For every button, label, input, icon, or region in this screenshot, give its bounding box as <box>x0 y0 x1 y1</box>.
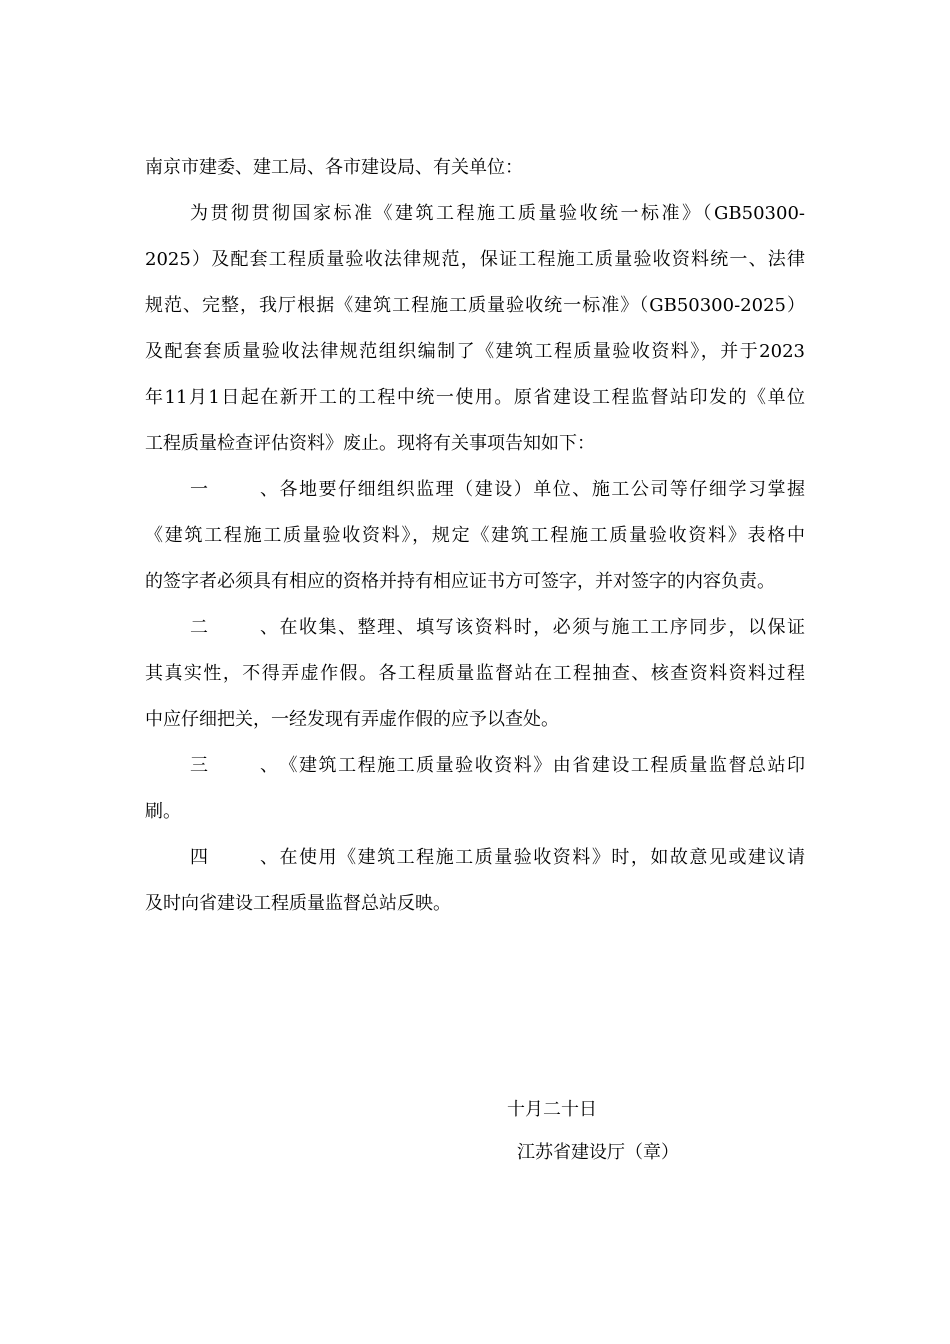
item-first-line <box>145 467 805 513</box>
item-three <box>145 743 805 835</box>
item-text: 在使用《建筑工程施工质量验收资料》时，如故意见或建议请 <box>278 847 805 868</box>
item-line: 刷。 <box>145 801 181 822</box>
item-line: 《建筑工程施工质量验收资料》，规定《建筑工程施工质量验收资料》表格中 <box>145 525 805 546</box>
item-one <box>145 467 805 605</box>
intro-line: 为贯彻贯彻国家标准《建筑工程施工质量验收统一标准》（GB50300- <box>190 203 805 224</box>
item-four <box>145 835 805 927</box>
item-line: 及时向省建设工程质量监督总站反映。 <box>145 893 451 914</box>
salutation: 南京市建委、建工局、各市建设局、有关单位： <box>145 157 523 178</box>
item-text: 在收集、整理、填写该资料时，必须与施工工序同步，以保证 <box>278 617 805 638</box>
item-number: 四、 <box>190 847 278 868</box>
intro-line: 规范、完整，我厅根据《建筑工程施工质量验收统一标准》（GB50300-2025） <box>145 295 805 316</box>
item-text: 各地要仔细组织监理（建设）单位、施工公司等仔细学习掌握 <box>278 479 805 500</box>
letter-body <box>145 145 805 927</box>
item-line: 其真实性，不得弄虚作假。各工程质量监督站在工程抽查、核查资料资料过程 <box>145 663 805 684</box>
item-number: 二、 <box>190 617 278 638</box>
issuer-signature: 江苏省建设厅（章） <box>517 1142 679 1163</box>
intro-line: 年11月1日起在新开工的工程中统一使用。原省建设工程监督站印发的《单位 <box>145 387 805 408</box>
intro-line: 2025）及配套工程质量验收法律规范，保证工程施工质量验收资料统一、法律 <box>145 249 805 270</box>
item-first-line <box>145 743 805 789</box>
item-number: 一、 <box>190 479 278 500</box>
intro-line: 工程质量检查评估资料》废止。现将有关事项告知如下： <box>145 433 595 454</box>
item-line: 的签字者必须具有相应的资格并持有相应证书方可签字，并对签字的内容负责。 <box>145 571 775 592</box>
intro-paragraph <box>145 191 805 467</box>
item-two <box>145 605 805 743</box>
item-number: 三、 <box>190 755 278 776</box>
item-line: 中应仔细把关，一经发现有弄虚作假的应予以查处。 <box>145 709 559 730</box>
letter-date: 十月二十日 <box>507 1099 597 1120</box>
item-text: 《建筑工程施工质量验收资料》由省建设工程质量监督总站印 <box>278 755 805 776</box>
intro-line: 及配套套质量验收法律规范组织编制了《建筑工程质量验收资料》，并于2023 <box>145 341 805 362</box>
item-first-line <box>145 605 805 651</box>
item-first-line <box>145 835 805 881</box>
